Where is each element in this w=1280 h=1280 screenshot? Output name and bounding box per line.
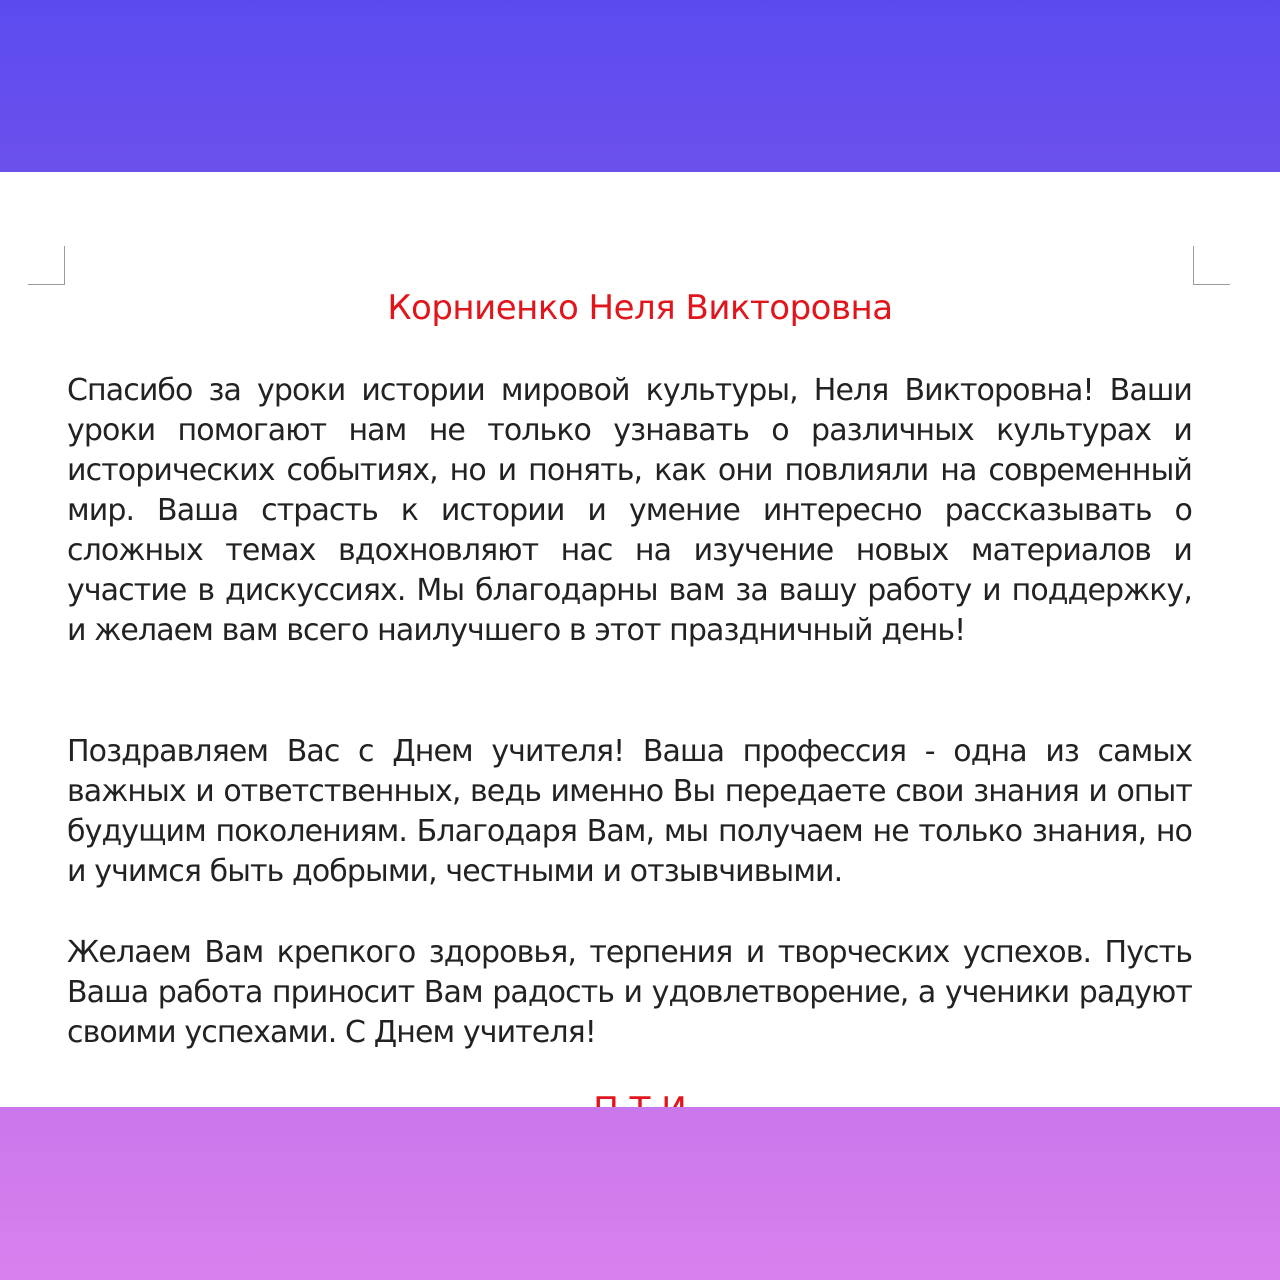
document-title: Корниенко Неля Викторовна <box>387 288 893 328</box>
paragraph-gratitude: Спасибо за уроки истории мировой культуры, Неля Викторовна! Ваши уроки помогают нам не только узнавать о различных культурах и исторических событиях, но и понять, как они повлияли на современный мир. Ваша страсть к истории и умение интересно рассказывать о сложных темах вдохновляют нас на изучение новых материалов и участие в дискуссиях. Мы благодарны вам за вашу работу и поддержку, и желаем вам всего наилучшего в этот праздничный день! <box>67 373 1192 648</box>
bottom-gradient-band <box>0 1107 1280 1280</box>
paragraph-wishes: Желаем Вам крепкого здоровья, терпения и творческих успехов. Пусть Ваша работа приносит Вам радость и удовлетворение, а ученики радуют своими успехами. С Днем учителя! <box>67 935 1192 1050</box>
top-gradient-band <box>0 0 1280 172</box>
document-page[interactable] <box>0 172 1280 1107</box>
paragraph-congratulation: Поздравляем Вас с Днем учителя! Ваша профессия - одна из самых важных и ответственных, ведь именно Вы передаете свои знания и опыт будущим поколениям. Благодаря Вам, мы получаем не только знания, но и учимся быть добрыми, честными и отзывчивыми. <box>67 734 1192 889</box>
